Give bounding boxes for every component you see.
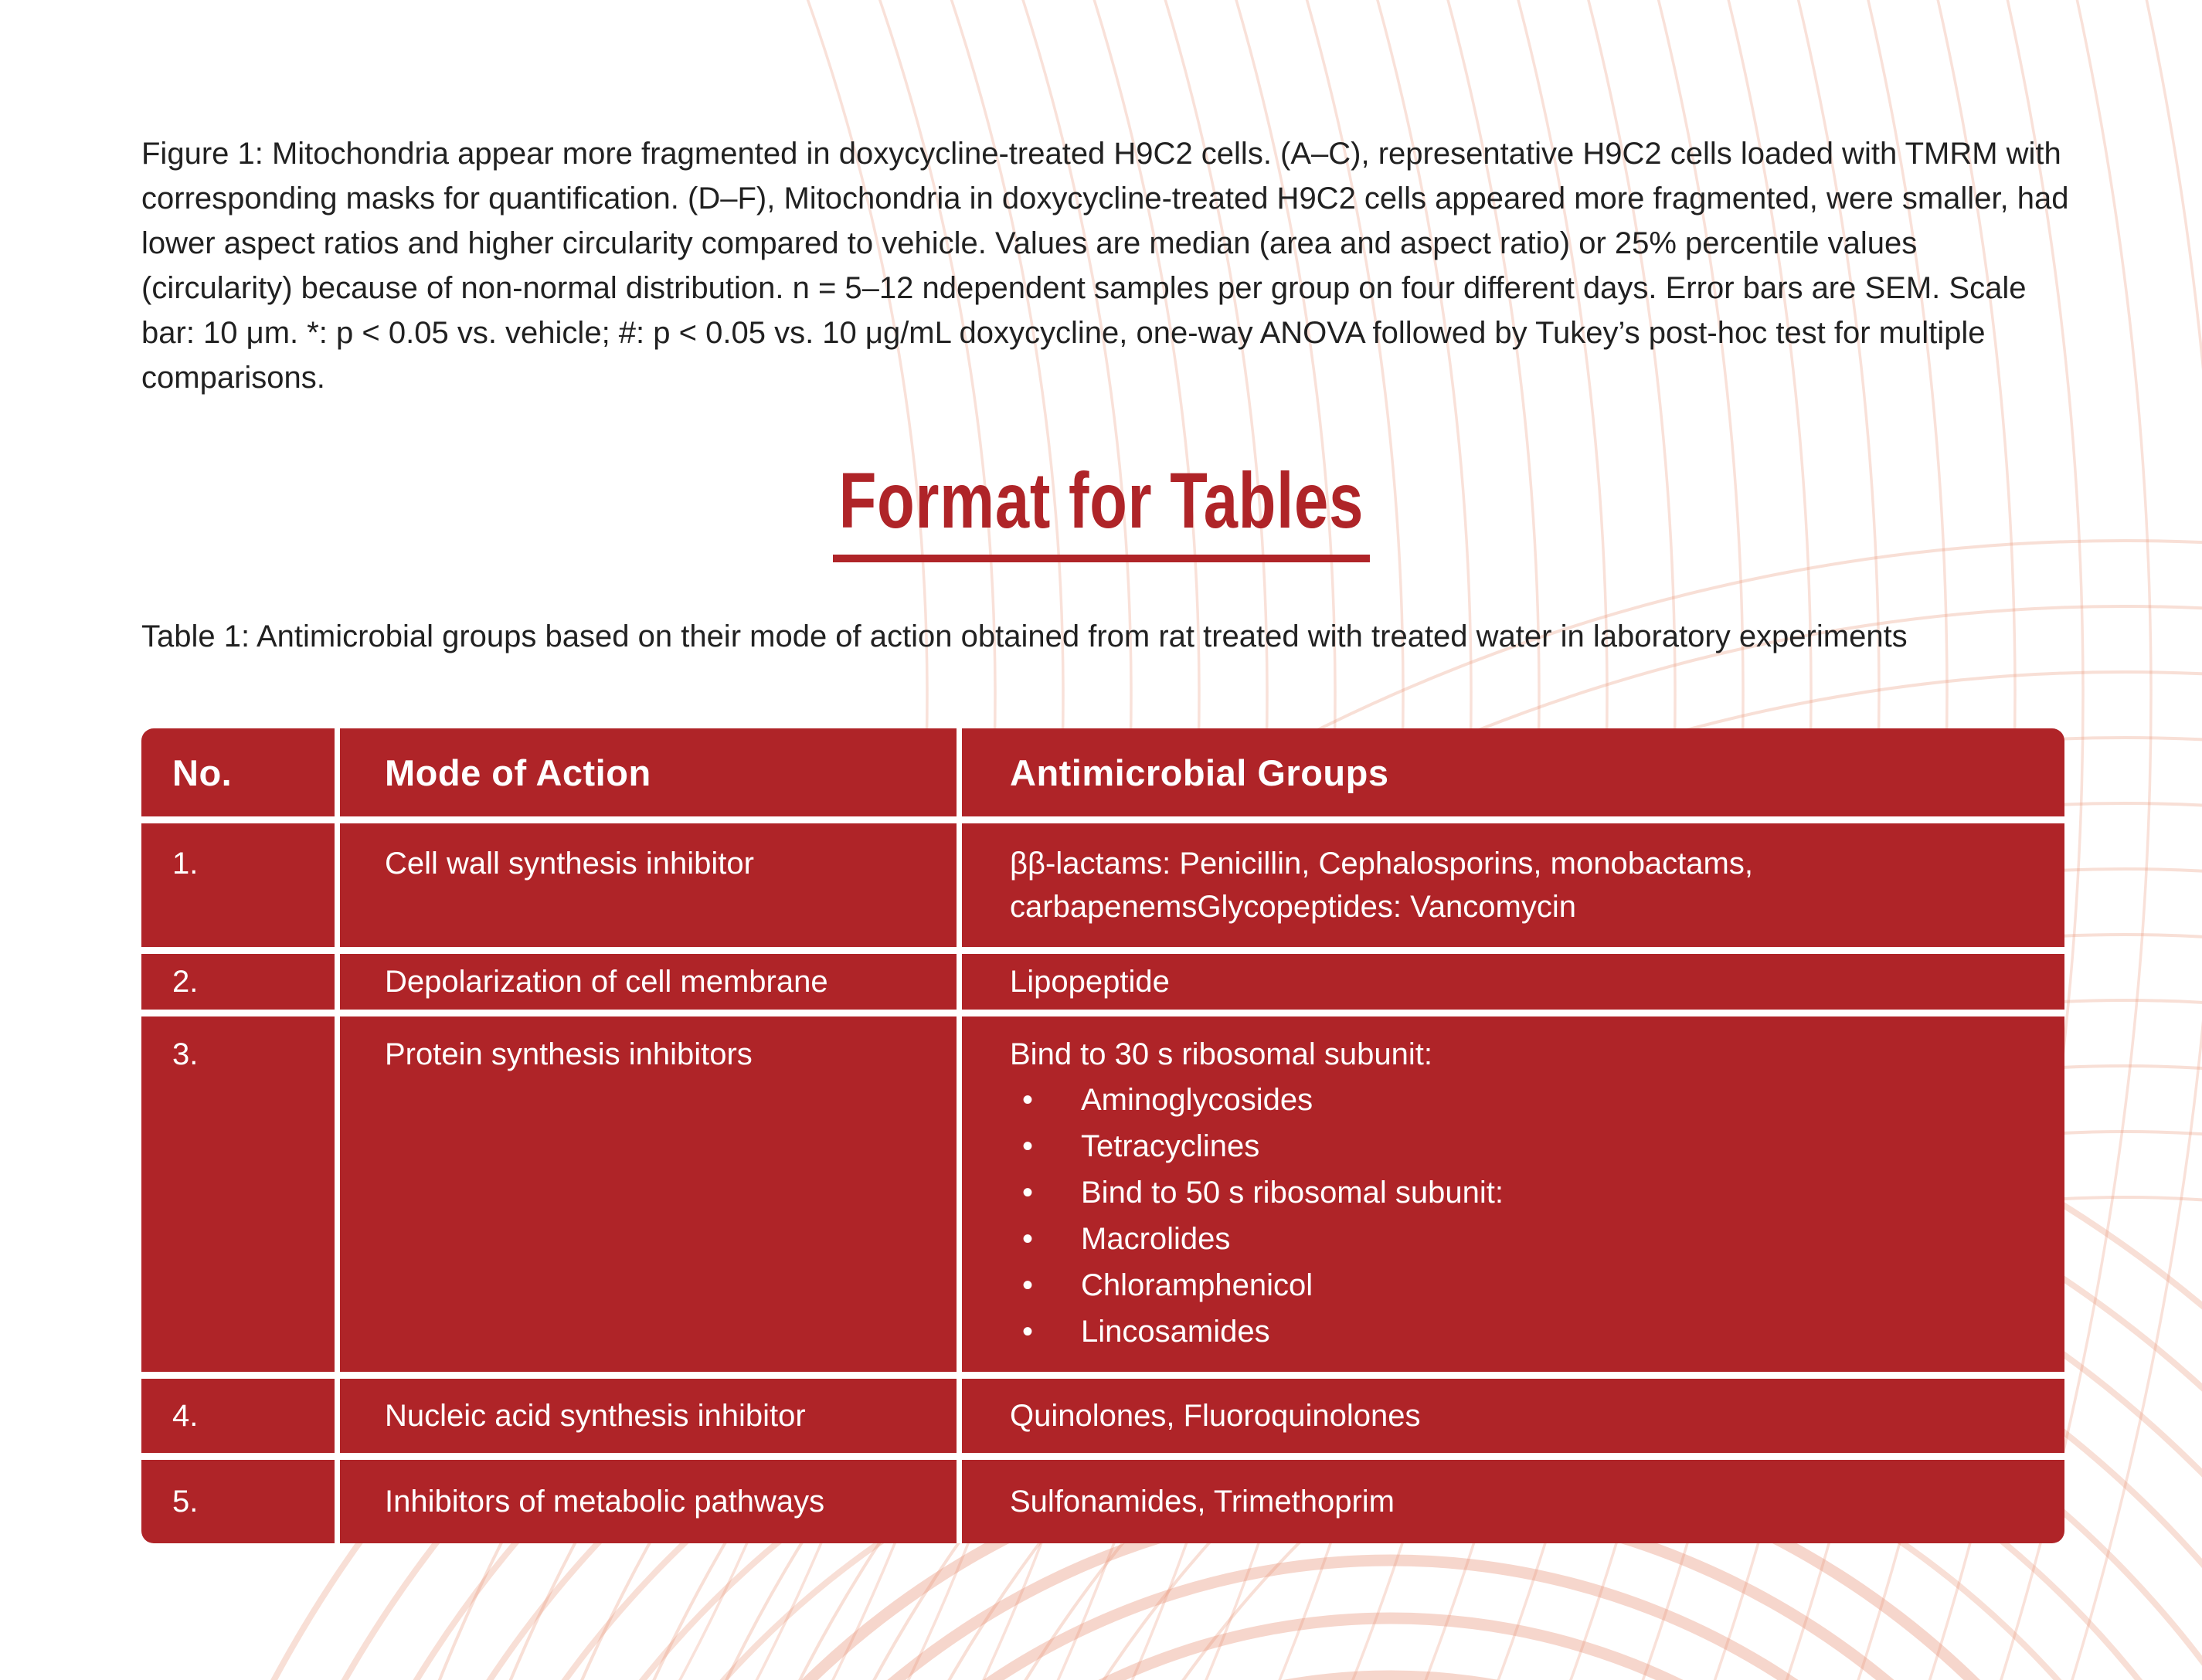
group-bullet-item: • Tetracyclines bbox=[1010, 1123, 2027, 1169]
section-title: Format for Tables bbox=[833, 460, 1370, 562]
cell-mode: Cell wall synthesis inhibitor bbox=[340, 823, 957, 947]
group-bullet-item: • Aminoglycosides bbox=[1010, 1077, 2027, 1123]
cell-mode: Nucleic acid synthesis inhibitor bbox=[340, 1379, 957, 1453]
cell-groups bbox=[962, 1016, 2064, 1372]
table-header-no: No. bbox=[141, 728, 335, 816]
table-header-groups: Antimicrobial Groups bbox=[962, 728, 2064, 816]
cell-mode: Inhibitors of metabolic pathways bbox=[340, 1460, 957, 1543]
group-bullet-item: • Macrolides bbox=[1010, 1216, 2027, 1262]
cell-groups: Sulfonamides, Trimethoprim bbox=[962, 1460, 2064, 1543]
cell-no: 3. bbox=[141, 1016, 335, 1372]
group-bullet-item: • Lincosamides bbox=[1010, 1308, 2027, 1355]
table-header-mode: Mode of Action bbox=[340, 728, 957, 816]
group-bullet-item: • Bind to 50 s ribosomal subunit: bbox=[1010, 1169, 2027, 1216]
cell-no: 4. bbox=[141, 1379, 335, 1453]
cell-groups: ββ-lactams: Penicillin, Cephalosporins, monobactams, carbapenemsGlycopeptides: Vancomycin bbox=[962, 823, 2064, 947]
group-bullet-item: • Chloramphenicol bbox=[1010, 1262, 2027, 1308]
figure-caption: Figure 1: Mitochondria appear more fragmented in doxycycline-treated H9C2 cells. (A–C), representative H9C2 cells loaded with TMRM with corresponding masks for quantification. (D–F), Mitochondria in doxycycline-treated H9C2 cells appeared more fragmented, were smaller, had lower aspect ratios and higher circularity compared to vehicle. Values are median (area and aspect ratio) or 25% percentile values (circularity) because of non-normal distribution. n = 5–12 ndependent samples per group on four different days. Error bars are SEM. Scale bar: 10 μm. *: p < 0.05 vs. vehicle; #: p < 0.05 vs. 10 μg/mL doxycycline, one-way ANOVA followed by Tukey’s post-hoc test for multiple comparisons. bbox=[141, 137, 2069, 395]
section-title-row bbox=[0, 456, 2202, 562]
cell-no: 5. bbox=[141, 1460, 335, 1543]
cell-mode: Depolarization of cell membrane bbox=[340, 954, 957, 1010]
groups-intro-line: Bind to 30 s ribosomal subunit: bbox=[1010, 1037, 1432, 1071]
cell-no: 1. bbox=[141, 823, 335, 947]
cell-mode: Protein synthesis inhibitors bbox=[340, 1016, 957, 1372]
cell-no: 2. bbox=[141, 954, 335, 1010]
cell-groups: Lipopeptide bbox=[962, 954, 2064, 1010]
table-caption: Table 1: Antimicrobial groups based on their mode of action obtained from rat treated with treated water in laboratory experiments bbox=[141, 619, 1908, 653]
groups-bullet-list bbox=[1010, 1077, 2027, 1355]
cell-groups: Quinolones, Fluoroquinolones bbox=[962, 1379, 2064, 1453]
antimicrobial-table bbox=[141, 728, 2064, 1543]
